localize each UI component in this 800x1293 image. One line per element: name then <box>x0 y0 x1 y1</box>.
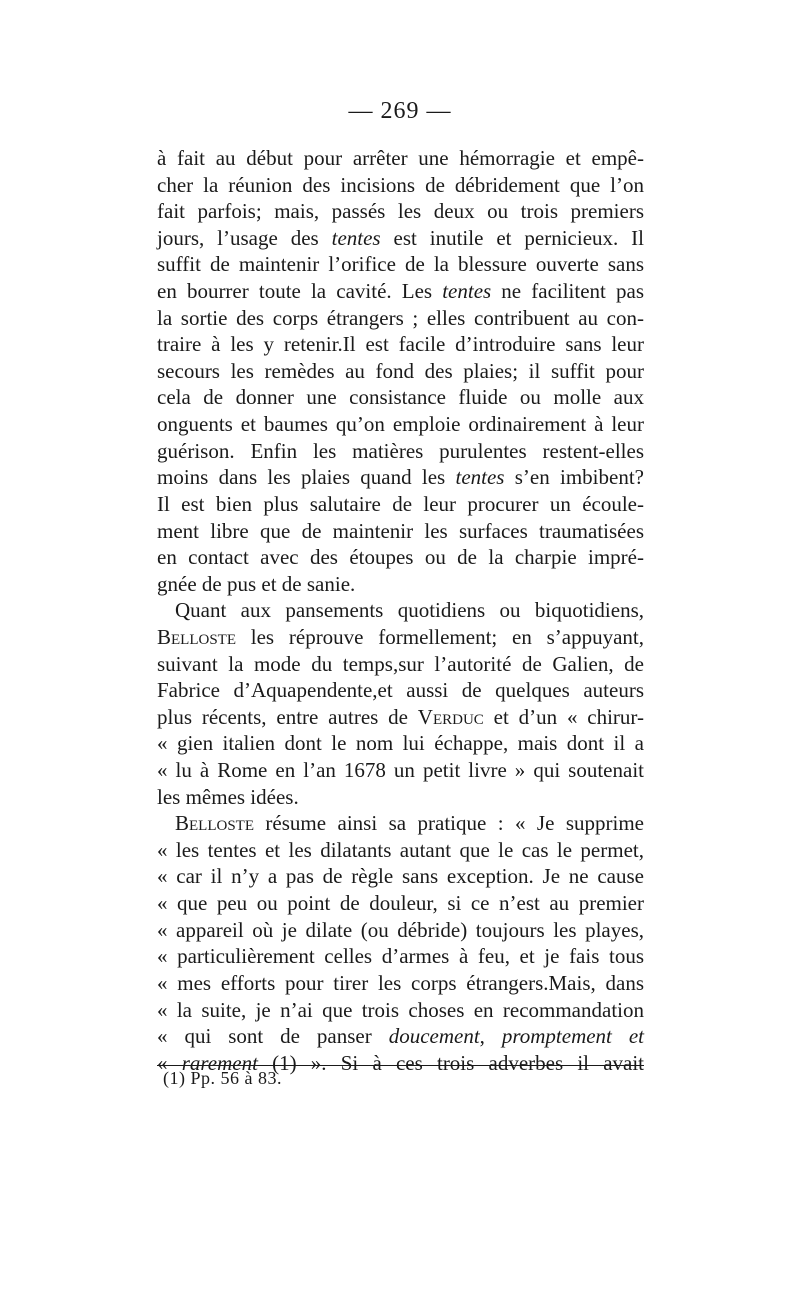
text-line: « rarement (1) ». Si à ces trois adverbes il avait <box>157 1050 645 1075</box>
text-line: en bourrer toute la cavité. Les tentes ne facilitent pas <box>157 279 644 304</box>
text-line: Belloste résume ainsi sa pratique : « Je supprime <box>175 811 644 836</box>
text-line: secours les remèdes au fond des plaies; il suffit pour <box>157 358 644 383</box>
italic-term: tentes <box>331 225 381 250</box>
text-line: « mes efforts pour tirer les corps étrangers.Mais, dans <box>157 970 644 995</box>
text-line: cher la réunion des incisions de débridement que l’on <box>157 172 644 197</box>
author-name: Verduc <box>417 704 484 729</box>
italic-term: rarement <box>181 1050 258 1075</box>
author-name: Belloste <box>157 624 236 649</box>
italic-term: tentes <box>455 465 505 490</box>
footnote: (1) Pp. 56 à 83. <box>163 1068 282 1088</box>
text-line: Fabrice d’Aquapendente,et aussi de quelques auteurs <box>157 678 644 703</box>
text-line: moins dans les plaies quand les tentes s’en imbibent? <box>157 465 644 490</box>
text-line: « appareil où je dilate (ou débride) toujours les playes, <box>157 917 644 942</box>
text-line: « que peu ou point de douleur, si ce n’est au premier <box>157 891 644 916</box>
text-line: onguents et baumes qu’on emploie ordinairement à leur <box>157 412 644 437</box>
text-line: les mêmes idées. <box>157 784 299 809</box>
text-line: jours, l’usage des tentes est inutile et pernicieux. Il <box>157 225 645 250</box>
text-line: suivant la mode du temps,sur l’autorité de Galien, de <box>157 651 644 676</box>
text-line: la sortie des corps étrangers ; elles contribuent au con- <box>157 305 644 330</box>
text-line: Quant aux pansements quotidiens ou biquotidiens, <box>175 598 644 623</box>
text-line: fait parfois; mais, passés les deux ou trois premiers <box>157 199 644 224</box>
text-line: guérison. Enfin les matières purulentes restent-elles <box>157 438 644 463</box>
text-line: « lu à Rome en l’an 1678 un petit livre » qui soutenait <box>157 758 644 783</box>
italic-term: promptement et <box>501 1024 644 1049</box>
author-name: Belloste <box>175 811 254 836</box>
italic-term: doucement <box>388 1024 480 1049</box>
text-line: plus récents, entre autres de Verduc et d’un « chirur- <box>157 704 644 729</box>
text-line: Il est bien plus salutaire de leur procurer un écoule- <box>157 491 644 516</box>
body-text <box>157 145 644 1076</box>
text-line: « qui sont de panser doucement, promptement et <box>157 1024 644 1049</box>
text-line: « gien italien dont le nom lui échappe, mais dont il a <box>157 731 644 756</box>
text-line: « les tentes et les dilatants autant que le cas le permet, <box>157 837 644 862</box>
text-line: suffit de maintenir l’orifice de la blessure ouverte sans <box>157 252 644 277</box>
text-line: « car il n’y a pas de règle sans exception. Je ne cause <box>157 864 644 889</box>
page-number: — 269 — <box>348 98 452 124</box>
text-line: en contact avec des étoupes ou de la charpie impré- <box>157 545 644 570</box>
italic-term: tentes <box>442 279 492 304</box>
text-line: traire à les y retenir.Il est facile d’introduire sans leur <box>157 332 644 357</box>
text-line: à fait au début pour arrêter une hémorragie et empê- <box>157 146 644 170</box>
text-line: « particulièrement celles d’armes à feu, et je fais tous <box>157 944 644 969</box>
text-line: « la suite, je n’ai que trois choses en recommandation <box>157 997 644 1022</box>
text-line: cela de donner une consistance fluide ou molle aux <box>157 385 644 410</box>
text-line: Belloste les réprouve formellement; en s’appuyant, <box>157 624 644 649</box>
text-line: ment libre que de maintenir les surfaces traumatisées <box>157 518 644 543</box>
text-line: gnée de pus et de sanie. <box>157 571 356 596</box>
